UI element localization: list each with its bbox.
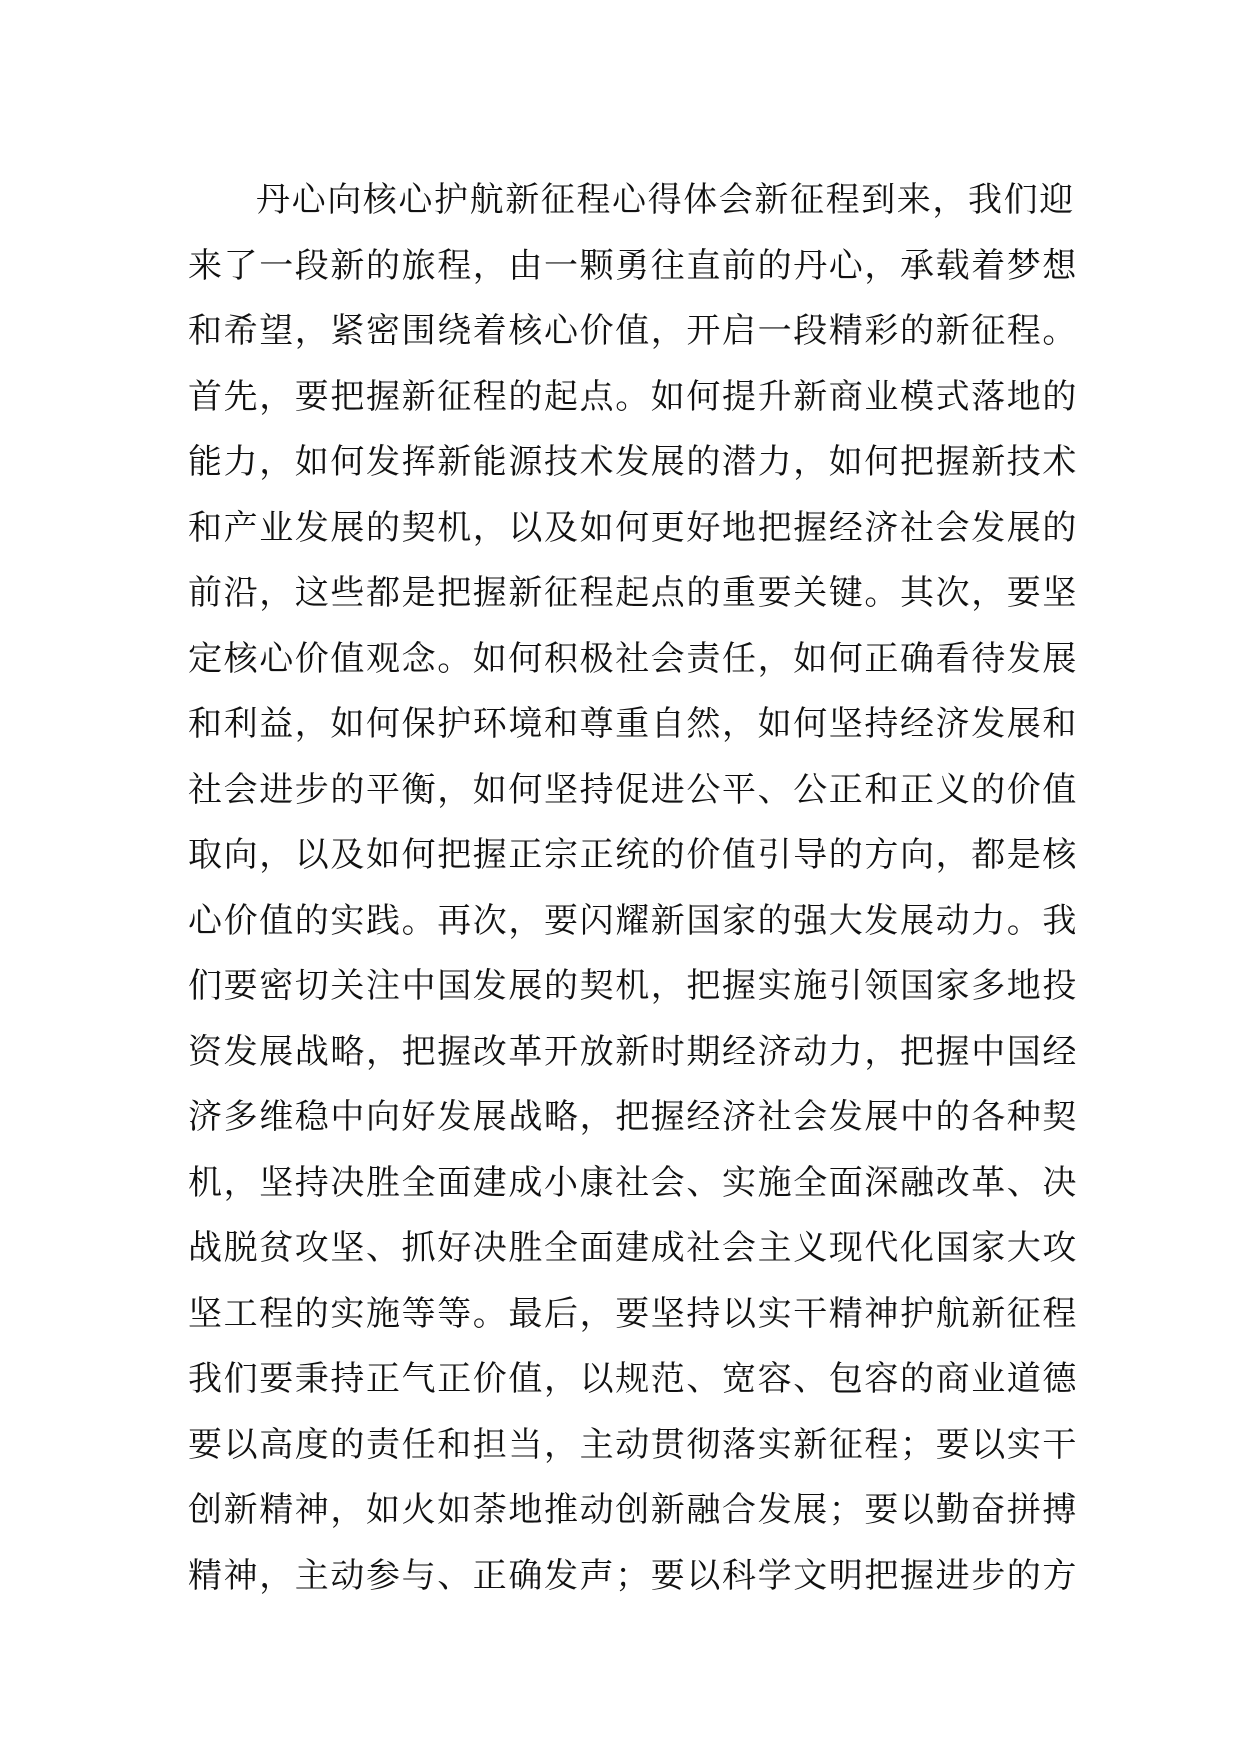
text-line: 济多维稳中向好发展战略，把握经济社会发展中的各种契 [188,1097,1078,1137]
text-line: 定核心价值观念。如何积极社会责任，如何正确看待发展 [188,638,1078,679]
text-line: 和希望，紧密围绕着核心价值，开启一段精彩的新征程。 [188,311,1078,351]
text-line: 们要密切关注中国发展的契机，把握实施引领国家多地投 [188,966,1078,1006]
text-line: 能力，如何发挥新能源技术发展的潜力，如何把握新技术 [188,442,1078,482]
text-line: 要以高度的责任和担当，主动贯彻落实新征程；要以实干 [188,1424,1078,1465]
text-line: 创新精神，如火如荼地推动创新融合发展；要以勤奋拼搏 [188,1490,1078,1530]
text-line: 前沿，这些都是把握新征程起点的重要关键。其次，要坚 [188,573,1078,613]
text-line: 和利益，如何保护环境和尊重自然，如何坚持经济发展和 [188,704,1078,744]
text-line: 首先，要把握新征程的起点。如何提升新商业模式落地的 [188,376,1078,417]
text-line: 精神，主动参与、正确发声；要以科学文明把握进步的方 [188,1555,1078,1596]
text-line: 战脱贫攻坚、抓好决胜全面建成社会主义现代化国家大攻 [188,1228,1078,1268]
text-line: 资发展战略，把握改革开放新时期经济动力，把握中国经 [188,1031,1078,1072]
text-line: 心价值的实践。再次，要闪耀新国家的强大发展动力。我 [188,900,1078,941]
text-line: 和产业发展的契机，以及如何更好地把握经济社会发展的 [188,507,1078,548]
text-line: 坚工程的实施等等。最后，要坚持以实干精神护航新征程 [188,1293,1078,1334]
text-line: 我们要秉持正气正价值，以规范、宽容、包容的商业道德 [188,1359,1078,1399]
text-line: 丹心向核心护航新征程心得体会新征程到来，我们迎 [256,180,1075,220]
body-paragraph [188,168,1078,1609]
text-line: 来了一段新的旅程，由一颗勇往直前的丹心，承载着梦想 [188,245,1078,286]
text-line: 机，坚持决胜全面建成小康社会、实施全面深融改革、决 [188,1162,1078,1203]
text-line: 取向，以及如何把握正宗正统的价值引导的方向，都是核 [188,835,1078,875]
text-line: 社会进步的平衡，如何坚持促进公平、公正和正义的价值 [188,769,1078,810]
